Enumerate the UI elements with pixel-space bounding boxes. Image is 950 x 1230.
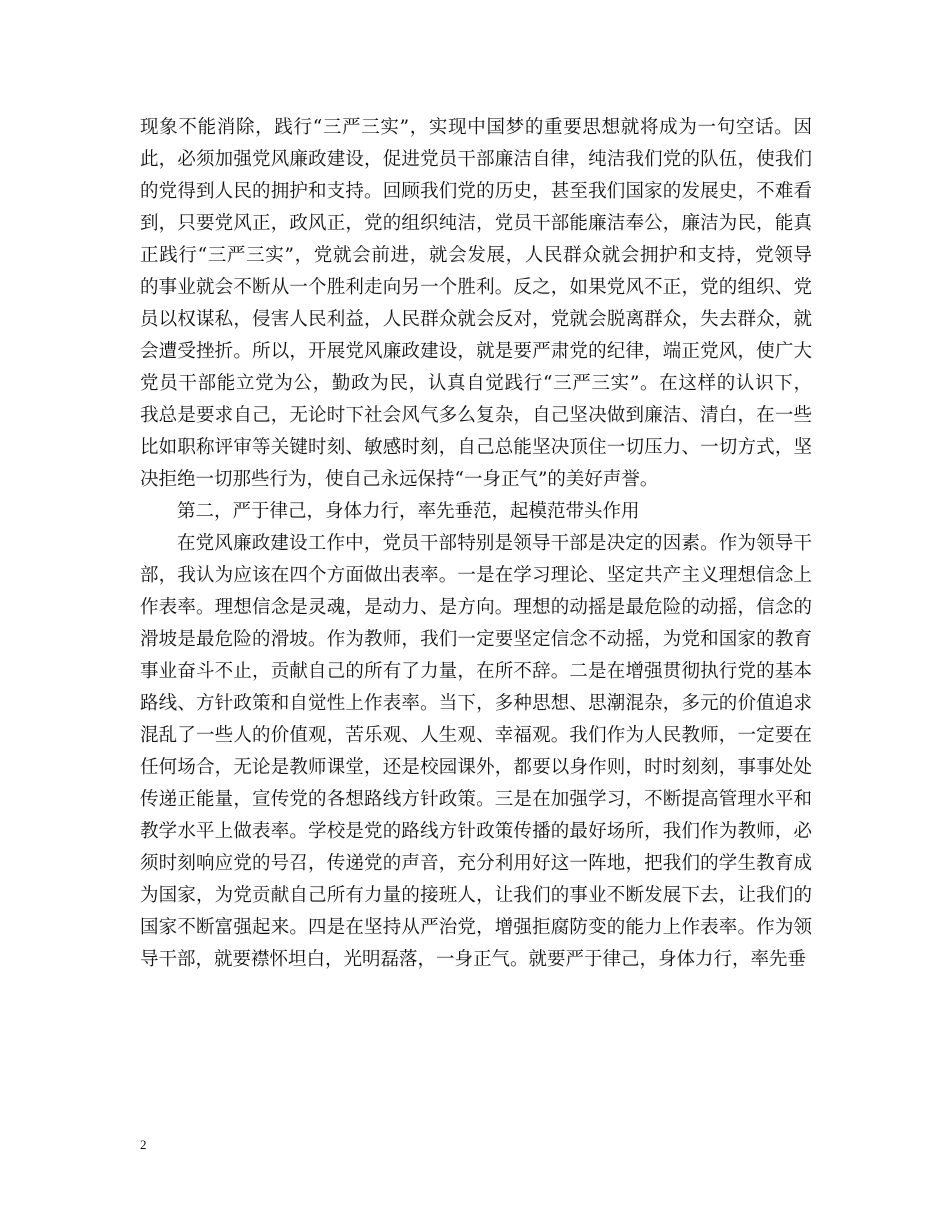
text-line: 传递正能量，宣传党的各想路线方针政策。三是在加强学习，不断提高管理水平和 [140,789,812,810]
text-line: 教学水平上做表率。学校是党的路线方针政策传播的最好场所，我们作为教师，必 [140,821,812,842]
text-line: 的党得到人民的拥护和支持。回顾我们党的历史，甚至我们国家的发展史，不难看 [140,181,812,202]
paragraph [140,528,812,976]
text-line: 在党风廉政建设工作中，党员干部特别是领导干部是决定的因素。作为领导干 [177,533,812,554]
text-line: 滑坡是最危险的滑坡。作为教师，我们一定要坚定信念不动摇，为党和国家的教育 [140,629,812,650]
text-line: 导干部，就要襟怀坦白，光明磊落，一身正气。就要严于律己，身体力行，率先垂 [140,949,807,970]
page-number: 2 [140,1137,147,1152]
text-line: 混乱了一些人的价值观，苦乐观、人生观、幸福观。我们作为人民教师，一定要在 [140,725,812,746]
text-line: 此，必须加强党风廉政建设，促进党员干部廉洁自律，纯洁我们党的队伍，使我们 [140,149,812,170]
text-line: 现象不能消除，践行“三严三实”，实现中国梦的重要思想就将成为一句空话。因 [140,117,812,138]
text-line: 须时刻响应党的号召，传递党的声音，充分利用好这一阵地，把我们的学生教育成 [140,853,812,874]
body-text [140,112,812,976]
text-line: 任何场合，无论是教师课堂，还是校园课外，都要以身作则，时时刻刻，事事处处 [140,757,812,778]
text-line: 党员干部能立党为公，勤政为民，认真自觉践行“三严三实”。在这样的认识下， [140,373,812,394]
text-line: 国家不断富强起来。四是在坚持从严治党，增强拒腐防变的能力上作表率。作为领 [140,917,812,938]
text-line: 决拒绝一切那些行为，使自己永远保持“一身正气”的美好声誉。 [140,469,659,490]
text-line: 会遭受挫折。所以，开展党风廉政建设，就是要严肃党的纪律，端正党风，使广大 [140,341,812,362]
text-line: 路线、方针政策和自觉性上作表率。当下，多种思想、思潮混杂，多元的价值追求 [140,693,812,714]
text-line: 事业奋斗不止，贡献自己的所有了力量，在所不辞。二是在增强贯彻执行党的基本 [140,661,812,682]
text-line: 我总是要求自己，无论时下社会风气多么复杂，自己坚决做到廉洁、清白，在一些 [140,405,812,426]
text-line: 比如职称评审等关键时刻、敏感时刻，自己总能坚决顶住一切压力、一切方式，坚 [140,437,812,458]
text-line: 的事业就会不断从一个胜利走向另一个胜利。反之，如果党风不正，党的组织、党 [140,277,812,298]
text-line: 为国家，为党贡献自己所有力量的接班人，让我们的事业不断发展下去，让我们的 [140,885,812,906]
text-line: 第二，严于律己，身体力行，率先垂范，起模范带头作用 [177,501,640,522]
text-line: 到，只要党风正，政风正，党的组织纯洁，党员干部能廉洁奉公，廉洁为民，能真 [140,213,812,234]
text-line: 正践行“三严三实”，党就会前进，就会发展，人民群众就会拥护和支持，党领导 [140,245,812,266]
text-line: 员以权谋私，侵害人民利益，人民群众就会反对，党就会脱离群众，失去群众，就 [140,309,812,330]
paragraph [140,112,812,496]
text-line: 部，我认为应该在四个方面做出表率。一是在学习理论、坚定共产主义理想信念上 [140,565,812,586]
paragraph [140,496,812,528]
text-line: 作表率。理想信念是灵魂，是动力、是方向。理想的动摇是最危险的动摇，信念的 [140,597,812,618]
